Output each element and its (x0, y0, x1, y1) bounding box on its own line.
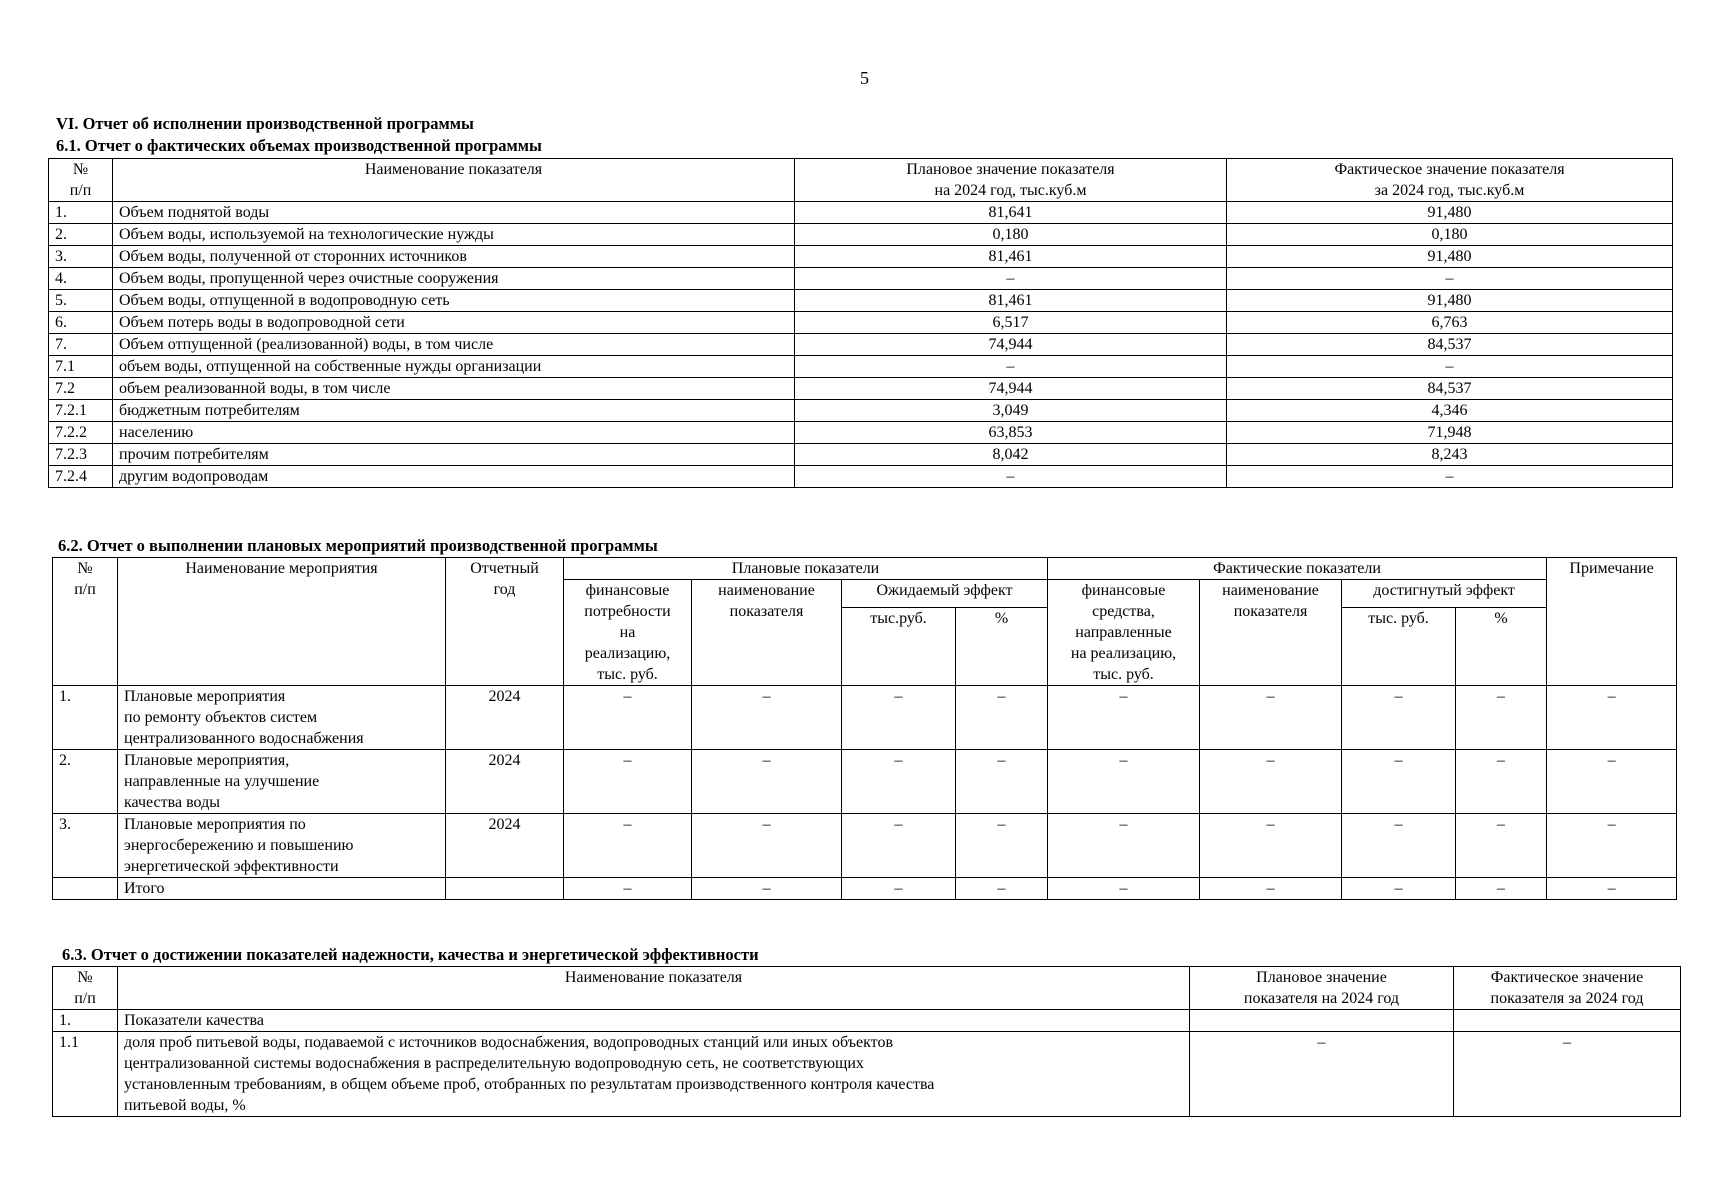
planned-activities-table (52, 557, 1677, 900)
table-row (49, 268, 1673, 290)
row-value: – (1456, 878, 1547, 900)
row-value: – (842, 814, 956, 878)
table3-title: 6.3. Отчет о достижении показателей надежности, качества и энергетической эффективности (62, 945, 759, 964)
reliability-indicators-table (52, 966, 1681, 1117)
row-num: 7.1 (49, 356, 113, 378)
header-plan-effect: Ожидаемый эффект (842, 580, 1048, 608)
row-num (53, 878, 118, 900)
row-num: 6. (49, 312, 113, 334)
row-plan-value: 81,641 (795, 202, 1227, 224)
row-value: – (1048, 878, 1200, 900)
row-plan-value: – (795, 356, 1227, 378)
row-value: – (1048, 750, 1200, 814)
row-plan-value: 0,180 (795, 224, 1227, 246)
row-plan-value: – (1190, 1032, 1454, 1117)
header-plan: Плановое значение показателя на 2024 год (1190, 967, 1454, 1010)
row-plan-value (1190, 1010, 1454, 1032)
table-row (49, 444, 1673, 466)
header-fact-pct: % (1456, 608, 1547, 686)
table-row (53, 686, 1677, 750)
row-value: – (956, 814, 1048, 878)
row-fact-value: 91,480 (1227, 290, 1673, 312)
row-value: – (1547, 878, 1677, 900)
row-value: – (1200, 686, 1342, 750)
header-year: Отчетный год (446, 558, 564, 686)
table-row (49, 334, 1673, 356)
row-value: – (1200, 878, 1342, 900)
row-num: 7.2.3 (49, 444, 113, 466)
total-label: Итого (118, 878, 446, 900)
row-plan-value: – (795, 466, 1227, 488)
row-value: – (842, 878, 956, 900)
row-num: 1.1 (53, 1032, 118, 1117)
row-num: 1. (53, 686, 118, 750)
row-value: – (564, 686, 692, 750)
header-fact-financing: финансовые средства, направленные на реализацию, тыс. руб. (1048, 580, 1200, 686)
table-row (49, 290, 1673, 312)
table-row (53, 750, 1677, 814)
row-name: Плановые мероприятия по ремонту объектов систем централизованного водоснабжения (118, 686, 446, 750)
header-plan-indicator: наименование показателя (692, 580, 842, 686)
row-num: 7.2.1 (49, 400, 113, 422)
row-plan-value: 74,944 (795, 378, 1227, 400)
table-row (53, 1010, 1681, 1032)
row-fact-value: 91,480 (1227, 246, 1673, 268)
row-value: – (1342, 750, 1456, 814)
row-value: – (692, 686, 842, 750)
row-value: – (692, 750, 842, 814)
row-num: 4. (49, 268, 113, 290)
header-num: № п/п (53, 558, 118, 686)
row-name: Плановые мероприятия, направленные на улучшение качества воды (118, 750, 446, 814)
header-name: Наименование показателя (113, 159, 795, 202)
row-fact-value: 0,180 (1227, 224, 1673, 246)
row-value: – (1547, 686, 1677, 750)
row-year: 2024 (446, 750, 564, 814)
section-title: VI. Отчет об исполнении производственной программы (56, 114, 474, 133)
row-value: – (956, 878, 1048, 900)
row-value: – (842, 686, 956, 750)
table-row (53, 1032, 1681, 1117)
header-num: № п/п (49, 159, 113, 202)
row-value: – (1342, 878, 1456, 900)
row-name: Объем воды, пропущенной через очистные сооружения (113, 268, 795, 290)
header-note: Примечание (1547, 558, 1677, 686)
row-plan-value: 81,461 (795, 246, 1227, 268)
row-plan-value: 81,461 (795, 290, 1227, 312)
row-value: – (1547, 750, 1677, 814)
row-num: 5. (49, 290, 113, 312)
row-name: прочим потребителям (113, 444, 795, 466)
table-row (49, 466, 1673, 488)
row-num: 1. (53, 1010, 118, 1032)
row-num: 1. (49, 202, 113, 224)
row-value: – (564, 814, 692, 878)
row-value: – (956, 750, 1048, 814)
header-plan-rub: тыс.руб. (842, 608, 956, 686)
row-name: населению (113, 422, 795, 444)
row-value: – (1048, 686, 1200, 750)
row-fact-value: 84,537 (1227, 334, 1673, 356)
row-fact-value: 71,948 (1227, 422, 1673, 444)
row-value: – (692, 814, 842, 878)
row-value: – (1342, 686, 1456, 750)
header-fact-effect: достигнутый эффект (1342, 580, 1547, 608)
row-value: – (1456, 750, 1547, 814)
row-num: 7. (49, 334, 113, 356)
table-row (49, 312, 1673, 334)
page-number: 5 (860, 68, 869, 88)
row-name: Показатели качества (118, 1010, 1190, 1032)
row-plan-value: 3,049 (795, 400, 1227, 422)
row-plan-value: 6,517 (795, 312, 1227, 334)
row-name: Объем воды, отпущенной в водопроводную сеть (113, 290, 795, 312)
row-name: доля проб питьевой воды, подаваемой с источников водоснабжения, водопроводных станций или иных объектов централизованной системы водоснабжения в распределительную водопроводную сеть, не соответствующих установленным требованиям, в общем объеме проб, отобранных по результатам производственного контроля качества питьевой воды, % (118, 1032, 1190, 1117)
table2-title: 6.2. Отчет о выполнении плановых мероприятий производственной программы (58, 536, 658, 555)
header-fact: Фактическое значение показателя за 2024 год, тыс.куб.м (1227, 159, 1673, 202)
row-plan-value: – (795, 268, 1227, 290)
header-plan-group: Плановые показатели (564, 558, 1048, 580)
row-fact-value: – (1454, 1032, 1681, 1117)
row-year (446, 878, 564, 900)
header-plan-financing: финансовые потребности на реализацию, тыс. руб. (564, 580, 692, 686)
table-header-row (49, 159, 1673, 202)
header-name: Наименование показателя (118, 967, 1190, 1010)
row-name: объем реализованной воды, в том числе (113, 378, 795, 400)
header-fact: Фактическое значение показателя за 2024 год (1454, 967, 1681, 1010)
row-fact-value: 4,346 (1227, 400, 1673, 422)
header-name: Наименование мероприятия (118, 558, 446, 686)
row-year: 2024 (446, 814, 564, 878)
row-fact-value: 6,763 (1227, 312, 1673, 334)
header-plan: Плановое значение показателя на 2024 год, тыс.куб.м (795, 159, 1227, 202)
row-num: 3. (49, 246, 113, 268)
row-value: – (564, 750, 692, 814)
row-fact-value (1454, 1010, 1681, 1032)
row-fact-value: – (1227, 268, 1673, 290)
header-plan-pct: % (956, 608, 1048, 686)
row-value: – (564, 878, 692, 900)
row-value: – (1200, 750, 1342, 814)
row-name: бюджетным потребителям (113, 400, 795, 422)
table-row (49, 224, 1673, 246)
row-num: 2. (53, 750, 118, 814)
row-name: Объем потерь воды в водопроводной сети (113, 312, 795, 334)
row-name: Объем воды, используемой на технологические нужды (113, 224, 795, 246)
row-value: – (956, 686, 1048, 750)
row-name: Объем поднятой воды (113, 202, 795, 224)
header-fact-rub: тыс. руб. (1342, 608, 1456, 686)
row-plan-value: 63,853 (795, 422, 1227, 444)
total-row (53, 878, 1677, 900)
table-row (49, 202, 1673, 224)
header-fact-group: Фактические показатели (1048, 558, 1547, 580)
row-num: 7.2.2 (49, 422, 113, 444)
header-num: № п/п (53, 967, 118, 1010)
table-row (49, 422, 1673, 444)
row-value: – (1200, 814, 1342, 878)
row-num: 2. (49, 224, 113, 246)
row-plan-value: 8,042 (795, 444, 1227, 466)
row-value: – (842, 750, 956, 814)
row-value: – (1456, 686, 1547, 750)
table-row (49, 246, 1673, 268)
row-num: 7.2.4 (49, 466, 113, 488)
row-plan-value: 74,944 (795, 334, 1227, 356)
row-value: – (1547, 814, 1677, 878)
table-row (49, 378, 1673, 400)
row-fact-value: – (1227, 356, 1673, 378)
row-value: – (692, 878, 842, 900)
production-volumes-table (48, 158, 1673, 488)
table-header-row (53, 558, 1677, 580)
row-name: Объем отпущенной (реализованной) воды, в том числе (113, 334, 795, 356)
table-row (49, 356, 1673, 378)
row-fact-value: 8,243 (1227, 444, 1673, 466)
row-name: Плановые мероприятия по энергосбережению и повышению энергетической эффективности (118, 814, 446, 878)
table-row (49, 400, 1673, 422)
row-fact-value: 84,537 (1227, 378, 1673, 400)
row-name: объем воды, отпущенной на собственные нужды организации (113, 356, 795, 378)
table1-title: 6.1. Отчет о фактических объемах производственной программы (56, 136, 542, 155)
row-name: другим водопроводам (113, 466, 795, 488)
row-value: – (1456, 814, 1547, 878)
header-fact-indicator: наименование показателя (1200, 580, 1342, 686)
row-fact-value: 91,480 (1227, 202, 1673, 224)
row-value: – (1342, 814, 1456, 878)
row-fact-value: – (1227, 466, 1673, 488)
row-name: Объем воды, полученной от сторонних источников (113, 246, 795, 268)
row-value: – (1048, 814, 1200, 878)
table-row (53, 814, 1677, 878)
table-header-row (53, 967, 1681, 1010)
row-num: 3. (53, 814, 118, 878)
row-num: 7.2 (49, 378, 113, 400)
row-year: 2024 (446, 686, 564, 750)
